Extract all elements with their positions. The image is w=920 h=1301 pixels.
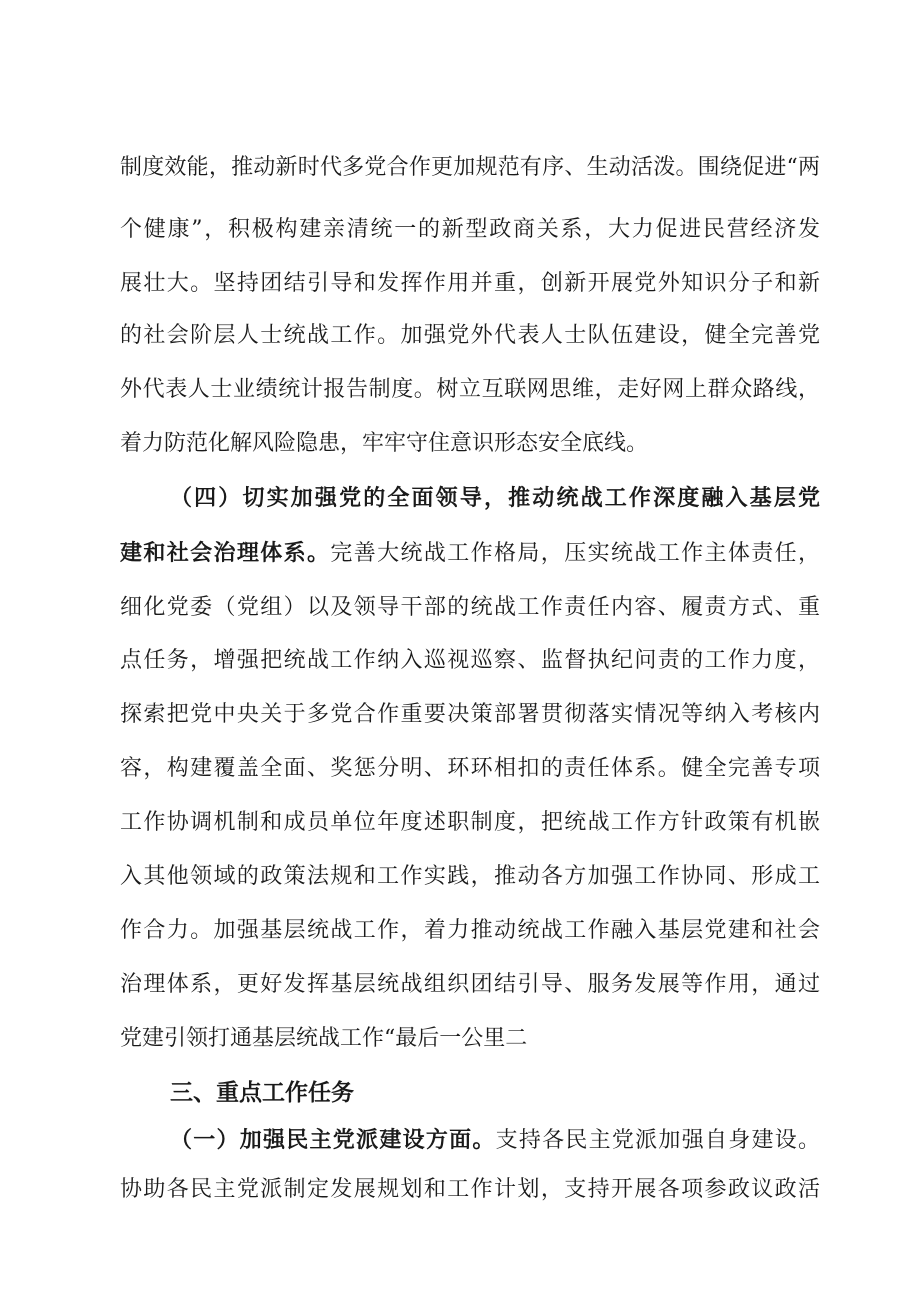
paragraph-line: 容，构建覆盖全面、奖惩分明、环环相扣的责任体系。健全完善专项 [120,756,820,781]
paragraph-line: 的社会阶层人士统战工作。加强党外代表人士队伍建设，健全完善党 [120,323,820,348]
paragraph-line: 点任务，增强把统战工作纳入巡视巡察、监督执纪问责的工作力度， [120,648,820,673]
paragraph-line [120,538,820,568]
paragraph-line: 个健康”，积极构建亲清统一的新型政商关系，大力促进民营经济发 [120,217,820,242]
paragraph-text: 支持各民主党派加强自身建设。 [495,1128,820,1153]
paragraph-line: 治理体系，更好发挥基层统战组织团结引导、服务发展等作用，通过 [120,972,820,997]
paragraph-line: 工作协调机制和成员单位年度述职制度，把统战工作方针政策有机嵌 [120,810,820,835]
paragraph-line: 党建引领打通基层统战工作“最后一公里二 [120,1026,528,1051]
subsection-heading-tail: 建和社会治理体系。 [120,540,331,566]
subsection-heading-line: （四）切实加强党的全面领导，推动统战工作深度融入基层党 [170,485,820,511]
paragraph-text: 完善大统战工作格局，压实统战工作主体责任， [330,541,820,566]
paragraph-line: 入其他领域的政策法规和工作实践，推动各方加强工作协同、形成工 [120,864,820,889]
paragraph-line: 协助各民主党派制定发展规划和工作计划，支持开展各项参政议政活 [120,1177,820,1202]
paragraph-line [170,1125,820,1155]
paragraph-line: 作合力。加强基层统战工作，着力推动统战工作融入基层党建和社会 [120,918,820,943]
paragraph-line: 着力防范化解风险隐患，牢牢守住意识形态安全底线。 [120,431,649,456]
paragraph-line: 细化党委（党组）以及领导干部的统战工作责任内容、履责方式、重 [120,595,820,620]
paragraph-line: 展壮大。坚持团结引导和发挥作用并重，创新开展党外知识分子和新 [120,271,820,296]
paragraph-line: 外代表人士业绩统计报告制度。树立互联网思维，走好网上群众路线， [120,377,820,402]
section-heading: 三、重点工作任务 [170,1080,354,1106]
paragraph-line: 制度效能，推动新时代多党合作更加规范有序、生动活泼。围绕促进“两 [120,155,820,180]
subsection-heading: （一）加强民主党派建设方面。 [170,1127,496,1153]
paragraph-line: 探索把党中央关于多党合作重要决策部署贯彻落实情况等纳入考核内 [120,702,820,727]
